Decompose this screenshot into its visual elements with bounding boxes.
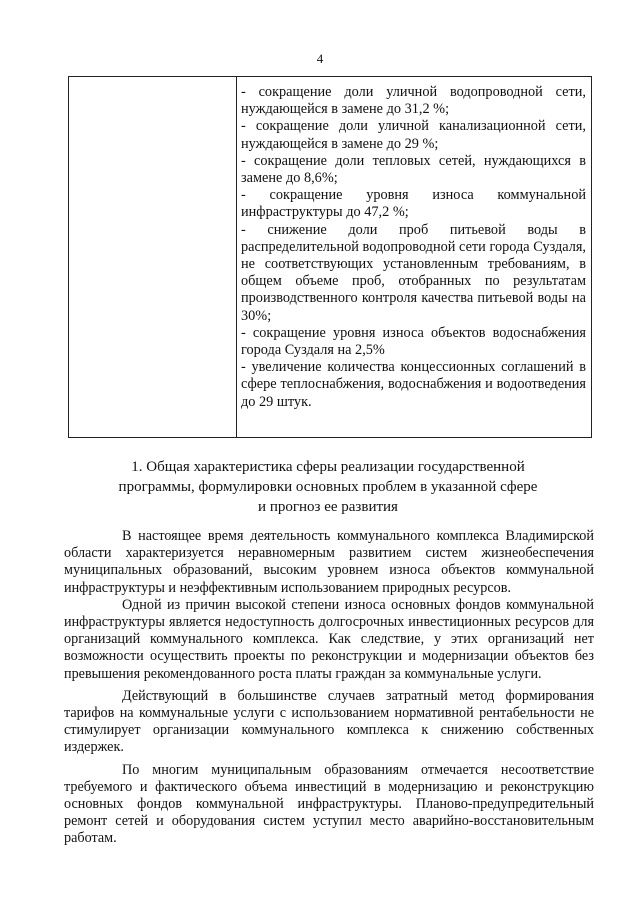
table-column-divider xyxy=(236,77,237,437)
table-right-cell xyxy=(241,84,586,411)
list-item: - сокращение доли уличной водопроводной сети, нуждающейся в замене до 31,2 %; xyxy=(241,84,586,118)
list-item: - снижение доли проб питьевой воды в распределительной водопроводной сети города Суздаля, не соответствующих установленным требованиям, в общем объеме проб, отобранных по результатам производственного контроля качества питьевой воды на 30%; xyxy=(241,221,586,324)
results-table xyxy=(68,76,592,438)
list-item: - сокращение уровня износа объектов водоснабжения города Суздаля на 2,5% xyxy=(241,324,586,359)
list-item: - сокращение уровня износа коммунальной инфраструктуры до 47,2 %; xyxy=(241,187,586,221)
list-item: - сокращение доли тепловых сетей, нуждающихся в замене до 8,6%; xyxy=(241,152,586,187)
body-text xyxy=(64,528,594,848)
section-heading: 1. Общая характеристика сферы реализации государственной программы, формулировки основных проблем в указанной сфере и прогноз ее развития xyxy=(118,459,538,515)
paragraph: Одной из причин высокой степени износа основных фондов коммунальной инфраструктуры является недоступность долгосрочных инвестиционных ресурсов для организаций коммунального комплекса. Как следствие, у этих организаций нет возможности осуществить проекты по реконструкции и модернизации объектов без превышения рекомендованного роста платы граждан за коммунальные услуги. xyxy=(64,596,594,682)
list-item: - увеличение количества концессионных соглашений в сфере теплоснабжения, водоснабжения и водоотведения до 29 штук. xyxy=(241,359,586,410)
list-item: - сокращение доли уличной канализационной сети, нуждающейся в замене до 29 %; xyxy=(241,118,586,152)
paragraph: По многим муниципальным образованиям отмечается несоответствие требуемого и фактического объема инвестиций в модернизацию и реконструкцию основных фондов коммунальной инфраструктуры. Планово-предупредительный ремонт сетей и оборудования систем уступил место аварийно-восстановительным работам. xyxy=(64,761,594,847)
paragraph: В настоящее время деятельность коммунального комплекса Владимирской области характеризуется неравномерным развитием систем жизнеобеспечения муниципальных образований, высоким уровнем износа объектов коммунальной инфраструктуры и неэффективным использованием природных ресурсов. xyxy=(64,528,594,596)
paragraph: Действующий в большинстве случаев затратный метод формирования тарифов на коммунальные услуги с использованием нормативной рентабельности не стимулирует организации коммунального комплекса к снижению собственных издержек. xyxy=(64,687,594,756)
page-number: 4 xyxy=(316,51,324,66)
